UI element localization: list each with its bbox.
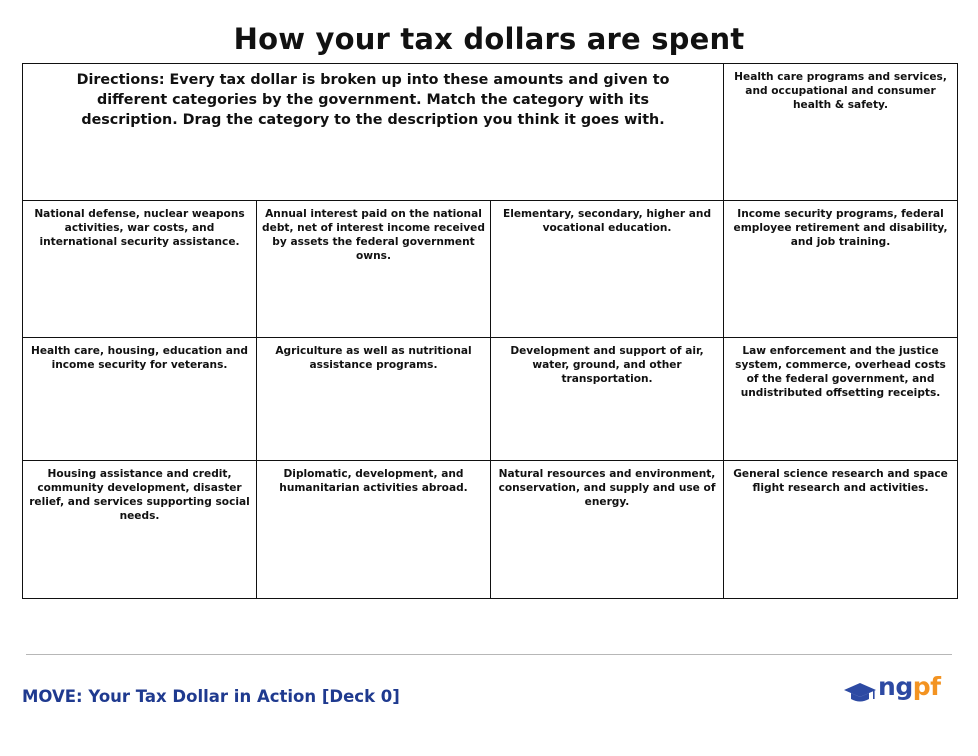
description-drop-zone[interactable]: General science research and space flight research and activities.	[724, 461, 958, 599]
page-title: How your tax dollars are spent	[233, 22, 745, 56]
deck-title: MOVE: Your Tax Dollar in Action [Deck 0]	[22, 687, 400, 706]
description-drop-zone[interactable]: Development and support of air, water, ground, and other transportation.	[491, 338, 724, 461]
directions-cell: Directions: Every tax dollar is broken up into these amounts and given to different categories by the government. Match the category with its description. Drag the category to the description you think it goes with.	[23, 64, 724, 201]
description-drop-zone[interactable]: Health care programs and services, and occupational and consumer health & safety.	[724, 64, 958, 201]
description-drop-zone[interactable]: Natural resources and environment, conservation, and supply and use of energy.	[491, 461, 724, 599]
footer-divider	[26, 654, 952, 655]
description-drop-zone[interactable]: Diplomatic, development, and humanitarian activities abroad.	[257, 461, 491, 599]
description-drop-zone[interactable]: Elementary, secondary, higher and vocational education.	[491, 201, 724, 338]
description-drop-zone[interactable]: Annual interest paid on the national debt, net of interest income received by assets the federal government owns.	[257, 201, 491, 338]
description-drop-zone[interactable]: Housing assistance and credit, community development, disaster relief, and services supporting social needs.	[23, 461, 257, 599]
description-drop-zone[interactable]: Health care, housing, education and income security for veterans.	[23, 338, 257, 461]
matching-grid	[22, 63, 958, 599]
description-drop-zone[interactable]: Law enforcement and the justice system, commerce, overhead costs of the federal government, and undistributed offsetting receipts.	[724, 338, 958, 461]
description-drop-zone[interactable]: Income security programs, federal employee retirement and disability, and job training.	[724, 201, 958, 338]
description-drop-zone[interactable]: Agriculture as well as nutritional assistance programs.	[257, 338, 491, 461]
description-drop-zone[interactable]: National defense, nuclear weapons activities, war costs, and international security assistance.	[23, 201, 257, 338]
ngpf-logo: ngpf	[878, 672, 941, 701]
